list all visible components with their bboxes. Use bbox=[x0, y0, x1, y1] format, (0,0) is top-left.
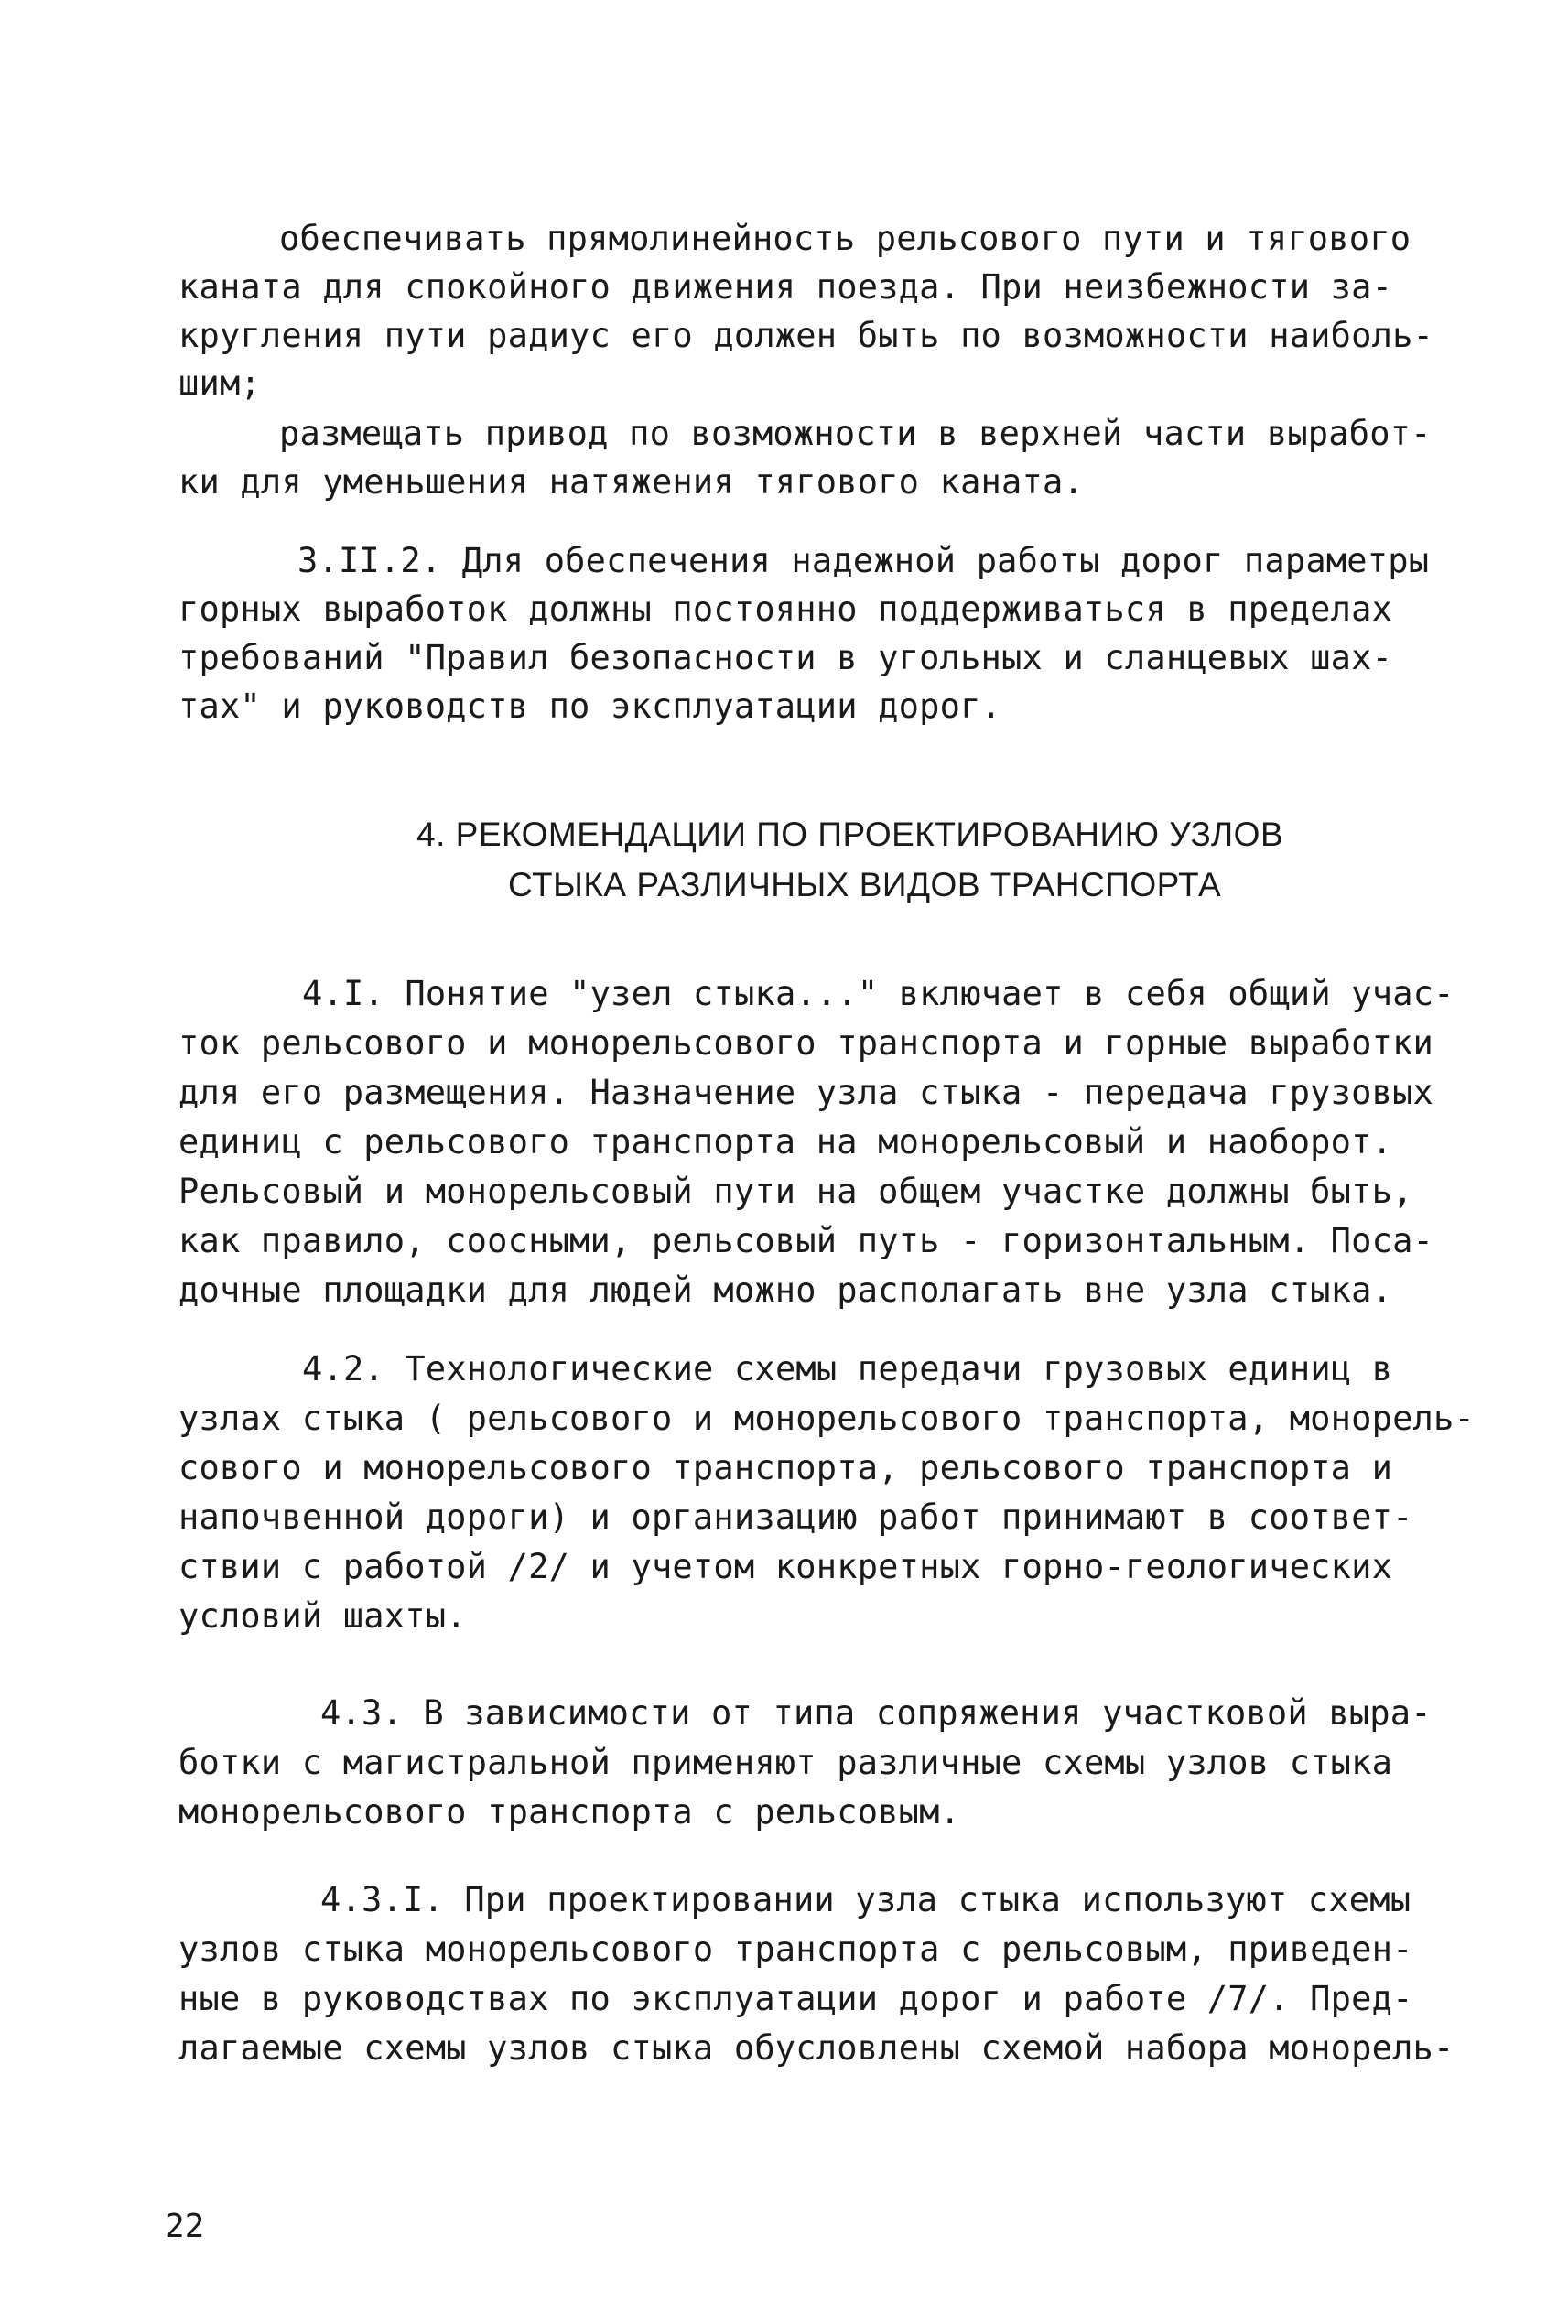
text-line: 4.2. Технологические схемы передачи грузовых единиц в bbox=[302, 1349, 1393, 1389]
text-line: ные в руководствах по эксплуатации дорог и работе /7/. Пред- bbox=[178, 1979, 1413, 2018]
text-line: Рельсовый и монорельсовый пути на общем участке должны быть, bbox=[178, 1172, 1413, 1211]
text-line: дочные площадки для людей можно располагать вне узла стыка. bbox=[178, 1270, 1393, 1310]
section-title-line-1: 4. РЕКОМЕНДАЦИИ ПО ПРОЕКТИРОВАНИЮ УЗЛОВ bbox=[416, 816, 1284, 853]
text-line: 4.3.I. При проектировании узла стыка используют схемы bbox=[320, 1880, 1411, 1919]
text-line: ботки с магистральной применяют различные схемы узлов стыка bbox=[178, 1743, 1393, 1782]
text-line: 3.II.2. Для обеспечения надежной работы дорог параметры bbox=[297, 541, 1430, 580]
text-line: горных выработок должны постоянно поддерживаться в пределах bbox=[178, 589, 1393, 629]
text-line: единиц с рельсового транспорта на монорельсовый и наоборот. bbox=[178, 1122, 1393, 1162]
text-line: 4.3. В зависимости от типа сопряжения участковой выра- bbox=[320, 1693, 1432, 1733]
text-line: тах" и руководств по эксплуатации дорог. bbox=[178, 686, 1002, 726]
text-line: требований "Правил безопасности в угольных и сланцевых шах- bbox=[178, 638, 1393, 677]
text-line: ток рельсового и монорельсового транспорта и горные выработки bbox=[178, 1023, 1434, 1063]
text-line: узлах стыка ( рельсового и монорельсового транспорта, монорель- bbox=[178, 1399, 1475, 1438]
text-line: размещать привод по возможности в верхней части выработ- bbox=[279, 414, 1432, 453]
text-line: для его размещения. Назначение узла стыка - передача грузовых bbox=[178, 1073, 1434, 1112]
text-line: 4.I. Понятие "узел стыка..." включает в себя общий учас- bbox=[302, 974, 1454, 1013]
text-line: напочвенной дороги) и организацию работ принимают в соответ- bbox=[178, 1497, 1413, 1537]
text-line: шим; bbox=[178, 363, 261, 403]
text-line: монорельсового транспорта с рельсовым. bbox=[178, 1792, 961, 1832]
text-line: как правило, соосными, рельсовый путь - горизонтальным. Поса- bbox=[178, 1221, 1434, 1260]
text-line: обеспечивать прямолинейность рельсового пути и тягового bbox=[279, 219, 1411, 258]
text-line: условий шахты. bbox=[178, 1596, 467, 1636]
text-line: узлов стыка монорельсового транспорта с рельсовым, приведен- bbox=[178, 1929, 1413, 1969]
page-number: 22 bbox=[165, 2208, 205, 2245]
text-line: лагаемые схемы узлов стыка обусловлены схемой набора монорель- bbox=[178, 2028, 1454, 2068]
text-line: сового и монорельсового транспорта, рельсового транспорта и bbox=[178, 1448, 1393, 1487]
text-line: ки для уменьшения натяжения тягового каната. bbox=[178, 462, 1084, 502]
text-line: каната для спокойного движения поезда. При неизбежности за- bbox=[178, 267, 1393, 307]
section-title-line-2: СТЫКА РАЗЛИЧНЫХ ВИДОВ ТРАНСПОРТА bbox=[508, 866, 1222, 903]
text-line: кругления пути радиус его должен быть по возможности наиболь- bbox=[178, 316, 1434, 355]
text-line: ствии с работой /2/ и учетом конкретных горно-геологических bbox=[178, 1547, 1393, 1586]
